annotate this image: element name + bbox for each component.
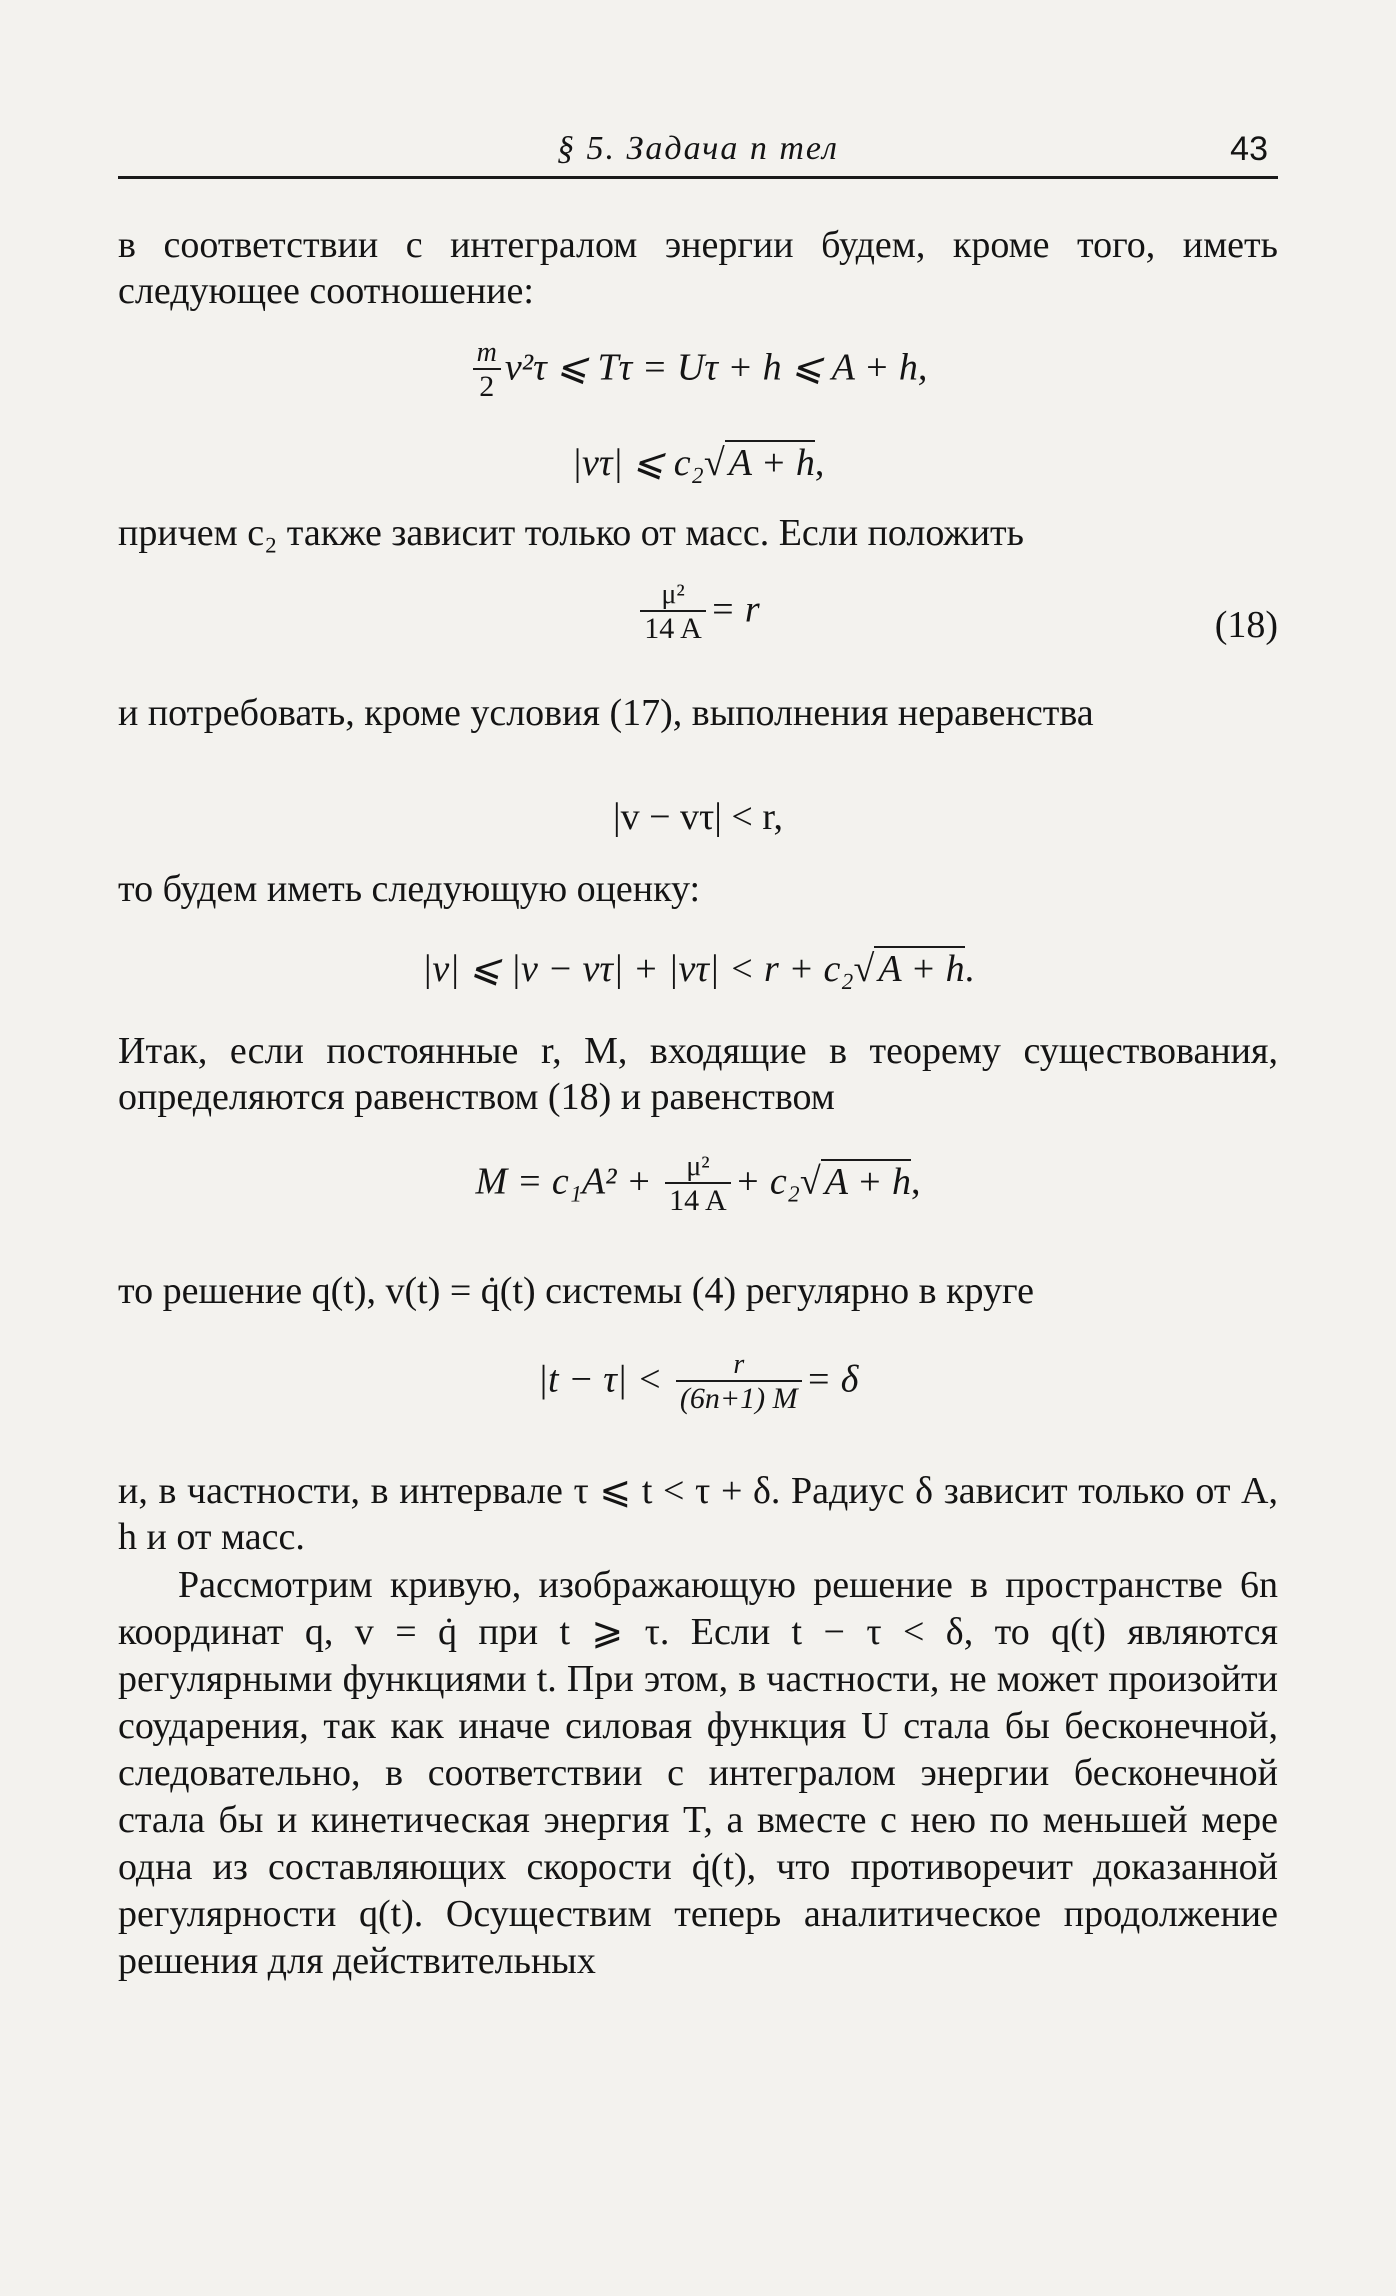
paragraph-1: в соответствии с интегралом энергии будем, кроме того, иметь следующее соотношение: xyxy=(118,224,1278,312)
formula-kinetic-energy: $\frac{m}{2}$ v²τ ⩽ Tτ = Uτ + h ⩽ A + h, xyxy=(118,338,1278,404)
paragraph-8: Рассмотрим кривую, изображающую решение в пространстве 6n координат q, v = q̇ при t ⩾ τ. Если t − τ < δ, то q(t) являются регулярными функциями t. При этом, в частности, не может произойти соударения, так как иначе силовая функция U стала бы бесконечной, следовательно, в соответствии с интегралом энергии бесконечной стала бы и кинетическая энергия T, а вместе с нею по меньшей мере одна из составляющих скорости q̇(t), что противоречит доказанной регулярности q(t). Осуществим теперь аналитическое продолжение решения для действительных xyxy=(118,1564,1278,1982)
paragraph-2: причем c₂ также зависит только от масс. Если положить xyxy=(118,512,1024,554)
formula-estimate: |v| ⩽ |v − vτ| + |vτ| < r + c₂√ A + h. xyxy=(421,948,975,990)
page-number: 43 xyxy=(1230,130,1268,168)
formula-M: M = c₁A² + $\frac{\text{μ²}}{14 A}$ + c₂√ A + h, xyxy=(475,1151,921,1217)
formula-18: $\frac{\text{μ²}}{14 A}$ = r (18) xyxy=(118,580,1278,646)
paragraph-3: и потребовать, кроме условия (17), выполнения неравенства xyxy=(118,692,1094,734)
fraction-mu2-over-14A-2: $\frac{\text{μ²}}{14 A}$ xyxy=(665,1152,731,1218)
fraction-r-over-6n1M: $\frac{r}{(6n+1) M}$ xyxy=(676,1350,802,1416)
formula-inequality: |v − vτ| < r, xyxy=(613,796,783,838)
paragraph-5: Итак, если постоянные r, M, входящие в теорему существования, определяются равенством (18) и равенством xyxy=(118,1030,1278,1118)
paragraph-6: то решение q(t), v(t) = q̇(t) системы (4) регулярно в круге xyxy=(118,1270,1035,1312)
running-title: § 5. Задача n тел xyxy=(557,130,839,167)
formula-delta: |t − τ| < $\frac{r}{(6n+1) M}$ = δ xyxy=(537,1349,859,1415)
fraction-mu2-over-14A: $\frac{\text{μ²}}{14 A}$ xyxy=(640,580,706,646)
page-header xyxy=(118,128,1278,179)
equation-number: (18) xyxy=(1214,604,1278,646)
paragraph-4: то будем иметь следующую оценку: xyxy=(118,868,701,910)
paragraph-7: и, в частности, в интервале τ ⩽ t < τ + δ. Радиус δ зависит только от A, h и от масс. xyxy=(118,1470,1278,1558)
fraction-m-over-2: $\frac{m}{2}$ xyxy=(473,338,501,404)
formula-velocity-bound: |vτ| ⩽ c₂√ A + h, xyxy=(571,442,825,484)
